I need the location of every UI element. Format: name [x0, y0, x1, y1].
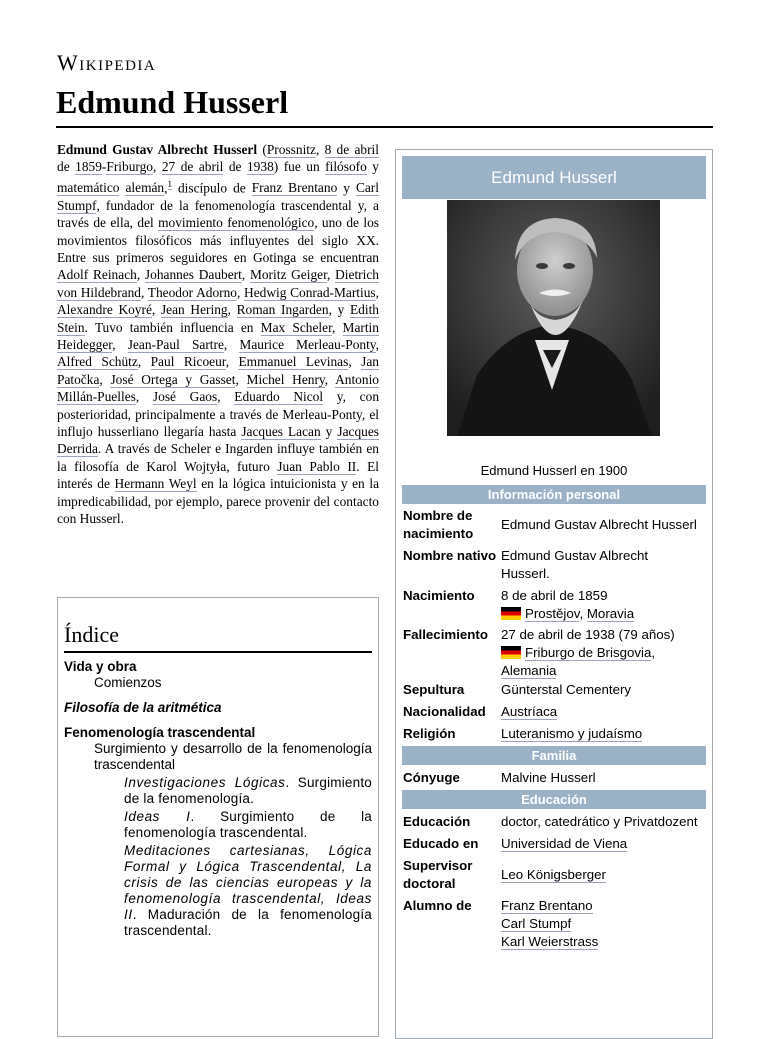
link-austriaca[interactable]: Austríaca	[501, 704, 558, 719]
lead-text: ,	[241, 267, 250, 283]
toc-item-vida-y-obra[interactable]: Vida y obra	[64, 659, 137, 674]
lead-link[interactable]: Jacques Lacan	[241, 423, 321, 439]
link-moravia[interactable]: Moravia	[586, 606, 635, 621]
toc-item-ideas-i[interactable]: Ideas I. Surgimiento de la fenomenología trascendental.	[124, 809, 372, 840]
toc-italic: Ideas I	[124, 809, 191, 824]
infobox-title: Edmund Husserl	[402, 156, 706, 199]
lead-text: -	[101, 159, 107, 175]
lead-text: ,	[332, 319, 343, 335]
lead-text: y, con posterioridad, principalmente a través de Merleau-Ponty, el influjo husserliano llegaría hasta	[57, 389, 380, 439]
lead-text: de	[223, 159, 247, 175]
lead-text: (	[257, 142, 267, 157]
title-divider	[56, 126, 713, 128]
lead-text: , y	[328, 302, 350, 318]
lead-text: ,	[164, 180, 168, 196]
lead-text: ,	[137, 354, 151, 370]
lead-text: discípulo de	[172, 180, 252, 196]
lead-link[interactable]: Hedwig Conrad-Martius	[244, 284, 376, 300]
lead-link[interactable]: Roman Ingarden	[236, 302, 329, 318]
death-country	[501, 662, 711, 680]
lead-link[interactable]: Alfred Schütz	[57, 354, 138, 370]
lead-link[interactable]: José Ortega y Gasset	[110, 371, 236, 387]
lead-text: , uno de los movimientos filosóficos más influyentes del siglo XX. Entre sus primeros seguidores en Gotinga se encuentran	[57, 215, 379, 265]
lead-link[interactable]: Maurice Merleau-Ponty	[239, 336, 376, 352]
lead-link[interactable]: alemán	[125, 180, 165, 196]
lead-link[interactable]: matemático	[57, 180, 120, 196]
value-educated-at	[501, 835, 711, 853]
lead-link[interactable]: 27 de abril	[161, 159, 224, 175]
toc-item-comienzos[interactable]: Comienzos	[94, 675, 162, 690]
label-student-of: Alumno de	[403, 898, 472, 913]
lead-link[interactable]: Franz Brentano	[251, 180, 338, 196]
toc-item-meditaciones[interactable]: Meditaciones cartesianas, Lógica Formal y Lógica Trascendental, La crisis de las ciencias europeas y la fenomenología trascendental, Ideas II. Maduración de la fenomenología trascendental.	[124, 843, 372, 938]
lead-link[interactable]: Max Scheler	[260, 319, 332, 335]
lead-link[interactable]: Juan Pablo II	[277, 458, 357, 474]
toc-item-surgimiento[interactable]: Surgimiento y desarrollo de la fenomenología trascendental	[94, 741, 372, 772]
value-native-name: Edmund Gustav Albrecht Husserl.	[501, 548, 649, 581]
table-of-contents	[57, 597, 379, 1037]
lead-text: ,	[135, 389, 153, 405]
infobox	[395, 149, 713, 1039]
lead-text: ,	[153, 159, 162, 175]
link-weierstrass[interactable]: Karl Weierstrass	[501, 934, 599, 949]
lead-link[interactable]: Martin Heidegger	[57, 319, 379, 352]
toc-italic: Meditaciones cartesianas, Lógica Formal y Lógica Trascendental, La crisis de las ciencias europeas y la fenomenología trascendental, Ideas II	[124, 843, 372, 922]
value-nationality	[501, 703, 711, 721]
lead-link[interactable]: Jan Patočka	[57, 354, 379, 387]
death-place: Friburgo de Brisgovia,	[501, 644, 711, 662]
death-date: 27 de abril de 1938 (79 años)	[501, 627, 675, 642]
lead-link[interactable]: José Gaos	[152, 389, 218, 405]
lead-text: . Tuvo también influencia en	[84, 319, 261, 335]
lead-link[interactable]: Theodor Adorno	[147, 284, 237, 300]
toc-item-filosofia-aritmetica[interactable]: Filosofía de la aritmética	[64, 700, 222, 715]
label-nationality: Nacionalidad	[403, 704, 486, 719]
lead-link[interactable]: Antonio Millán-Puelles	[57, 371, 379, 405]
page-title: Edmund Husserl	[56, 84, 289, 120]
lead-text: ,	[225, 354, 239, 370]
value-religion	[501, 725, 711, 743]
lead-text: ,	[237, 284, 245, 300]
link-prostejov[interactable]: Prostějov	[525, 606, 580, 621]
lead-link[interactable]: Emmanuel Levinas	[238, 354, 349, 370]
lead-link[interactable]: Eduardo Nicol	[234, 389, 324, 405]
lead-text: ,	[99, 371, 111, 387]
lead-text: . El interés de	[57, 458, 379, 492]
wikipedia-wordmark[interactable]: Wikipedia	[57, 50, 157, 75]
toc-title: Índice	[64, 622, 372, 653]
lead-link[interactable]: 1859	[75, 159, 102, 175]
section-header-educacion: Educación	[402, 790, 706, 809]
link-religion[interactable]: Luteranismo y judaísmo	[501, 726, 643, 741]
lead-link[interactable]: Adolf Reinach	[57, 267, 137, 283]
value-burial: Günterstal Cementery	[501, 682, 632, 697]
lead-link[interactable]: 1938	[246, 159, 274, 175]
lead-text: ,	[324, 371, 336, 387]
reference-link[interactable]: 1	[167, 178, 172, 189]
lead-text: ,	[112, 336, 128, 352]
lead-link[interactable]: Jean Hering	[160, 302, 228, 318]
value-student-of	[501, 897, 711, 951]
lead-link[interactable]: Paul Ricoeur	[150, 354, 226, 370]
toc-item-fenomenologia-trascendental[interactable]: Fenomenología trascendental	[64, 725, 256, 740]
label-religion: Religión	[403, 726, 456, 741]
link-universidad-viena[interactable]: Universidad de Viena	[501, 836, 628, 851]
lead-link[interactable]: Friburgo	[106, 159, 154, 175]
lead-link[interactable]: 8 de abril	[324, 142, 379, 157]
portrait-caption: Edmund Husserl en 1900	[480, 463, 628, 478]
birth-date: 8 de abril de 1859	[501, 588, 608, 603]
label-spouse: Cónyuge	[403, 770, 460, 785]
lead-bold-name: Edmund Gustav Albrecht Husserl	[57, 142, 258, 157]
lead-text: ,	[227, 302, 237, 318]
lead-text: ,	[375, 284, 379, 300]
lead-text: ,	[151, 302, 161, 318]
label-burial: Sepultura	[403, 682, 465, 697]
lead-text: ,	[348, 354, 362, 370]
lead-text: , fundador de la fenomenología trascendental y, a través de ella, del	[57, 197, 379, 231]
value-education: doctor, catedrático y Privatdozent	[501, 814, 698, 829]
link-friburgo[interactable]: Friburgo de Brisgovia	[525, 645, 652, 660]
value-death	[501, 626, 711, 680]
lead-link[interactable]: Dietrich von Hildebrand	[57, 267, 379, 300]
lead-link[interactable]: Jacques Derrida	[57, 423, 380, 457]
lead-paragraph	[57, 141, 379, 527]
lead-text: ,	[223, 336, 240, 352]
label-death: Fallecimiento	[403, 627, 488, 642]
lead-link[interactable]: filósofo	[325, 159, 367, 175]
lead-text: ,	[235, 371, 247, 387]
section-header-personal: Información personal	[402, 485, 706, 504]
lead-link[interactable]: Prossnitz	[266, 142, 316, 157]
lead-link[interactable]: Edith Stein	[57, 302, 379, 335]
value-birth	[501, 587, 711, 623]
link-konigsberger[interactable]: Leo Königsberger	[501, 867, 606, 882]
lead-text: . A través de Scheler e Ingarden influye también en la filosofía de Karol Wojtyła, futuro	[57, 441, 379, 474]
link-alemania[interactable]: Alemania	[501, 663, 557, 678]
label-education: Educación	[403, 814, 471, 829]
toc-italic: Investigaciones Lógicas	[124, 775, 286, 790]
link-brentano[interactable]: Franz Brentano	[501, 898, 593, 913]
birth-place: Prostějov, Moravia	[501, 605, 711, 623]
portrait-image[interactable]	[447, 200, 660, 436]
lead-link[interactable]: Hermann Weyl	[114, 476, 197, 492]
lead-text: ,	[315, 142, 325, 157]
label-native-name: Nombre nativo	[403, 548, 497, 563]
lead-text: y	[366, 159, 379, 175]
lead-text: en la lógica intuicionista y en la impredicabilidad, por ejemplo, parece provenir del contacto con Husserl.	[57, 476, 380, 526]
lead-link[interactable]: Michel Henry	[246, 371, 325, 387]
lead-link[interactable]: Jean-Paul Sartre	[127, 336, 224, 352]
lead-text: y	[320, 423, 338, 439]
lead-link[interactable]: Alexandre Koyré	[57, 302, 152, 318]
value-birth-name: Edmund Gustav Albrecht Husserl	[501, 517, 697, 532]
lead-link[interactable]: Carl Stumpf	[57, 180, 379, 213]
label-birth: Nacimiento	[403, 588, 475, 603]
lead-link[interactable]: Moritz Geiger	[249, 267, 328, 283]
lead-text: y	[337, 180, 356, 196]
label-educated-at: Educado en	[403, 836, 479, 851]
flag-icon	[501, 646, 521, 659]
section-header-familia: Familia	[402, 746, 706, 765]
lead-link[interactable]: movimiento fenomenológico	[158, 215, 315, 231]
lead-text: ) fue un	[273, 159, 326, 175]
flag-icon	[501, 607, 521, 620]
lead-text: de	[57, 159, 76, 175]
lead-text: ,	[327, 267, 336, 283]
value-doctoral-advisor	[501, 866, 711, 884]
lead-text: ,	[136, 267, 145, 283]
lead-text: ,	[217, 389, 235, 405]
label-birth-name: Nombre de nacimiento	[403, 508, 474, 541]
lead-link[interactable]: Johannes Daubert	[144, 267, 242, 283]
label-doctoral-advisor: Supervisor doctoral	[403, 858, 473, 891]
toc-item-investigaciones-logicas[interactable]: Investigaciones Lógicas. Surgimiento de la fenomenología.	[124, 775, 372, 806]
value-spouse: Malvine Husserl	[501, 770, 596, 785]
link-stumpf[interactable]: Carl Stumpf	[501, 916, 572, 931]
lead-text: ,	[375, 336, 379, 352]
lead-text: ,	[141, 284, 148, 300]
